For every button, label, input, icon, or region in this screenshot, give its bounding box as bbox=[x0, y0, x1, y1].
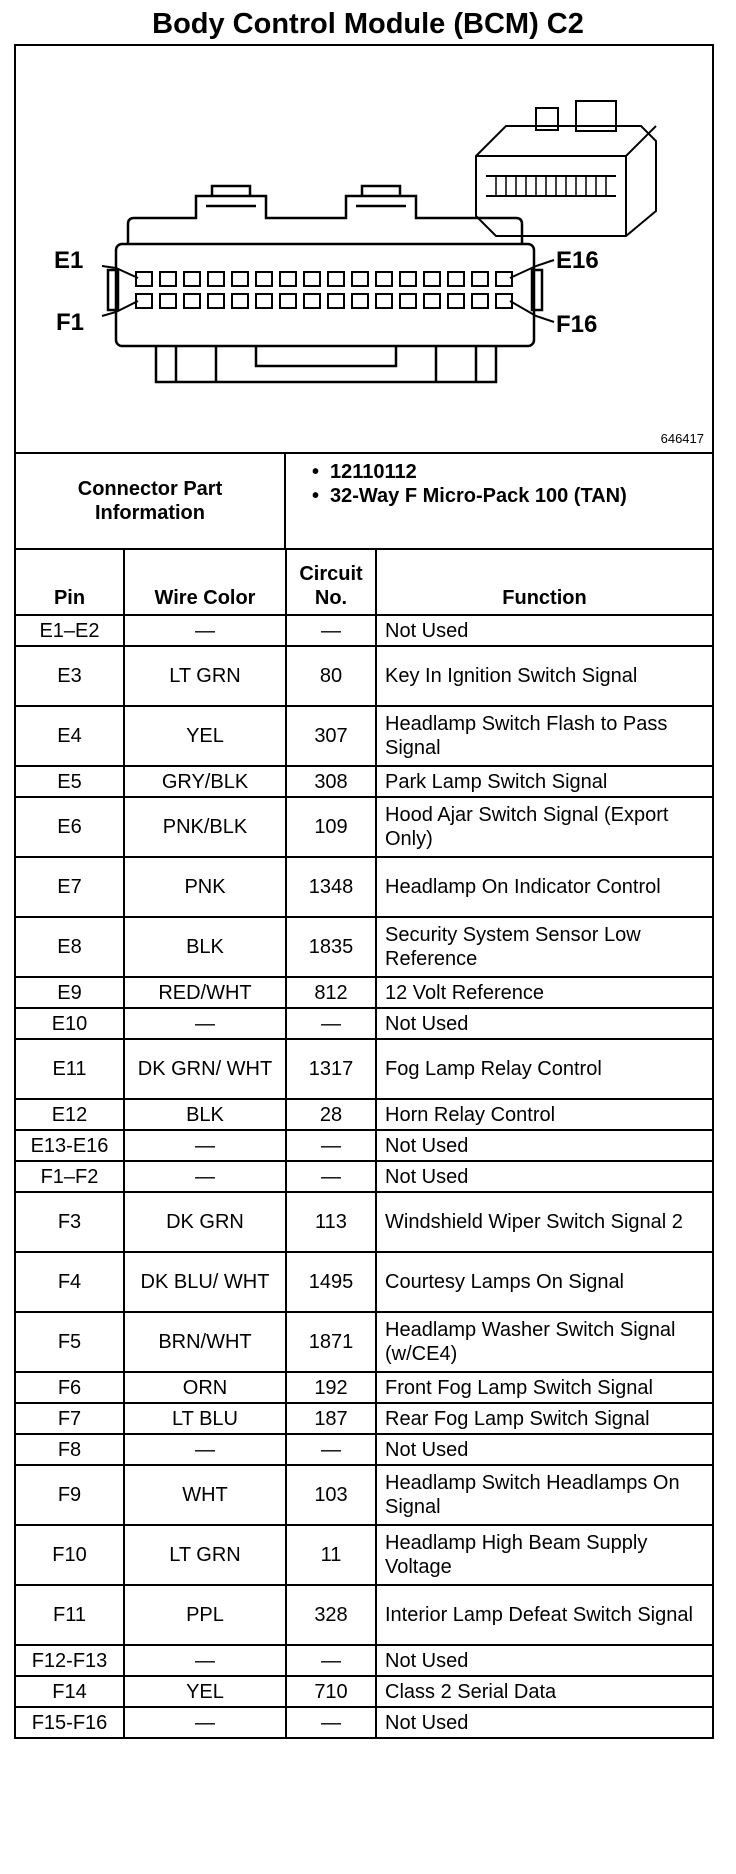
function-cell: Interior Lamp Defeat Switch Signal bbox=[376, 1585, 712, 1645]
pin-cell: E8 bbox=[16, 917, 124, 977]
circuit-no-cell: 187 bbox=[286, 1403, 376, 1434]
pin-leaders bbox=[102, 260, 554, 322]
connector-3d-view bbox=[476, 101, 656, 236]
table-row bbox=[16, 797, 712, 857]
label-e16: E16 bbox=[556, 247, 599, 274]
table-row bbox=[16, 977, 712, 1008]
pin-cell: E6 bbox=[16, 797, 124, 857]
header-pin: Pin bbox=[16, 550, 124, 615]
circuit-no-cell: 103 bbox=[286, 1465, 376, 1525]
pin-cell: F15-F16 bbox=[16, 1707, 124, 1737]
circuit-no-cell: 80 bbox=[286, 646, 376, 706]
function-cell: 12 Volt Reference bbox=[376, 977, 712, 1008]
pin-cell: F1–F2 bbox=[16, 1161, 124, 1192]
circuit-no-cell: 710 bbox=[286, 1676, 376, 1707]
table-row bbox=[16, 1161, 712, 1192]
table-row bbox=[16, 1192, 712, 1252]
connector-diagram bbox=[16, 46, 712, 454]
function-cell: Key In Ignition Switch Signal bbox=[376, 646, 712, 706]
circuit-no-cell: — bbox=[286, 615, 376, 646]
pin-cell: F7 bbox=[16, 1403, 124, 1434]
pin-cell: F8 bbox=[16, 1434, 124, 1465]
table-row bbox=[16, 917, 712, 977]
circuit-no-cell: 1835 bbox=[286, 917, 376, 977]
connector-drawing bbox=[16, 46, 712, 450]
table-row bbox=[16, 1434, 712, 1465]
wire-color-cell: BRN/WHT bbox=[124, 1312, 286, 1372]
table-row bbox=[16, 1585, 712, 1645]
circuit-no-cell: 307 bbox=[286, 706, 376, 766]
circuit-no-cell: — bbox=[286, 1008, 376, 1039]
wire-color-cell: RED/WHT bbox=[124, 977, 286, 1008]
table-row bbox=[16, 1707, 712, 1737]
pin-cell: F11 bbox=[16, 1585, 124, 1645]
function-cell: Headlamp Switch Headlamps On Signal bbox=[376, 1465, 712, 1525]
table-row bbox=[16, 766, 712, 797]
wire-color-cell: — bbox=[124, 1008, 286, 1039]
wire-color-cell: PNK bbox=[124, 857, 286, 917]
connector-info-label: Connector Part Information bbox=[16, 454, 286, 548]
function-cell: Hood Ajar Switch Signal (Export Only) bbox=[376, 797, 712, 857]
connector-part-info bbox=[16, 454, 712, 550]
wire-color-cell: PPL bbox=[124, 1585, 286, 1645]
wire-color-cell: DK GRN/ WHT bbox=[124, 1039, 286, 1099]
function-cell: Front Fog Lamp Switch Signal bbox=[376, 1372, 712, 1403]
circuit-no-cell: — bbox=[286, 1130, 376, 1161]
table-header-row bbox=[16, 550, 712, 615]
pin-cell: E13-E16 bbox=[16, 1130, 124, 1161]
connector-info-list bbox=[286, 454, 712, 548]
pin-cell: E7 bbox=[16, 857, 124, 917]
pin-cell: E5 bbox=[16, 766, 124, 797]
circuit-no-cell: 192 bbox=[286, 1372, 376, 1403]
function-cell: Horn Relay Control bbox=[376, 1099, 712, 1130]
pinout-table bbox=[16, 550, 712, 1737]
table-row bbox=[16, 646, 712, 706]
table-row bbox=[16, 706, 712, 766]
table-row bbox=[16, 1008, 712, 1039]
wire-color-cell: LT GRN bbox=[124, 646, 286, 706]
function-cell: Not Used bbox=[376, 1008, 712, 1039]
pin-cell: F14 bbox=[16, 1676, 124, 1707]
function-cell: Not Used bbox=[376, 1707, 712, 1737]
circuit-no-cell: — bbox=[286, 1161, 376, 1192]
function-cell: Headlamp On Indicator Control bbox=[376, 857, 712, 917]
connector-sheet bbox=[14, 44, 714, 1739]
pin-cell: E10 bbox=[16, 1008, 124, 1039]
function-cell: Not Used bbox=[376, 1645, 712, 1676]
function-cell: Park Lamp Switch Signal bbox=[376, 766, 712, 797]
wire-color-cell: BLK bbox=[124, 917, 286, 977]
wire-color-cell: WHT bbox=[124, 1465, 286, 1525]
pin-cell: E1–E2 bbox=[16, 615, 124, 646]
function-cell: Headlamp Switch Flash to Pass Signal bbox=[376, 706, 712, 766]
circuit-no-cell: 1495 bbox=[286, 1252, 376, 1312]
pin-cell: F10 bbox=[16, 1525, 124, 1585]
circuit-no-cell: 328 bbox=[286, 1585, 376, 1645]
circuit-no-cell: 812 bbox=[286, 977, 376, 1008]
table-row bbox=[16, 1130, 712, 1161]
pin-cell: F3 bbox=[16, 1192, 124, 1252]
table-row bbox=[16, 1676, 712, 1707]
label-f16: F16 bbox=[556, 311, 598, 338]
header-circuit-no: Circuit No. bbox=[286, 550, 376, 615]
connector-info-item: • 12110112 bbox=[312, 460, 712, 484]
pin-cell: E9 bbox=[16, 977, 124, 1008]
wire-color-cell: DK BLU/ WHT bbox=[124, 1252, 286, 1312]
wire-color-cell: DK GRN bbox=[124, 1192, 286, 1252]
wire-color-cell: GRY/BLK bbox=[124, 766, 286, 797]
pin-cell: E4 bbox=[16, 706, 124, 766]
table-row bbox=[16, 1465, 712, 1525]
circuit-no-cell: 109 bbox=[286, 797, 376, 857]
wire-color-cell: BLK bbox=[124, 1099, 286, 1130]
pin-cell: E3 bbox=[16, 646, 124, 706]
pin-cell: F6 bbox=[16, 1372, 124, 1403]
function-cell: Headlamp High Beam Supply Voltage bbox=[376, 1525, 712, 1585]
table-row bbox=[16, 1312, 712, 1372]
page-title: Body Control Module (BCM) C2 bbox=[152, 8, 584, 40]
pin-cell: E11 bbox=[16, 1039, 124, 1099]
pin-cell: E12 bbox=[16, 1099, 124, 1130]
table-row bbox=[16, 1525, 712, 1585]
circuit-no-cell: 308 bbox=[286, 766, 376, 797]
table-row bbox=[16, 1099, 712, 1130]
pin-cell: F12-F13 bbox=[16, 1645, 124, 1676]
pin-cell: F5 bbox=[16, 1312, 124, 1372]
table-row bbox=[16, 1252, 712, 1312]
function-cell: Headlamp Washer Switch Signal (w/CE4) bbox=[376, 1312, 712, 1372]
circuit-no-cell: 28 bbox=[286, 1099, 376, 1130]
function-cell: Windshield Wiper Switch Signal 2 bbox=[376, 1192, 712, 1252]
function-cell: Fog Lamp Relay Control bbox=[376, 1039, 712, 1099]
label-f1: F1 bbox=[56, 309, 85, 336]
table-row bbox=[16, 1403, 712, 1434]
table-row bbox=[16, 857, 712, 917]
table-row bbox=[16, 615, 712, 646]
wire-color-cell: PNK/BLK bbox=[124, 797, 286, 857]
function-cell: Not Used bbox=[376, 615, 712, 646]
function-cell: Not Used bbox=[376, 1130, 712, 1161]
function-cell: Rear Fog Lamp Switch Signal bbox=[376, 1403, 712, 1434]
figure-number: 646417 bbox=[660, 431, 704, 446]
connector-info-item: • 32-Way F Micro-Pack 100 (TAN) bbox=[312, 484, 712, 508]
function-cell: Security System Sensor Low Reference bbox=[376, 917, 712, 977]
wire-color-cell: LT GRN bbox=[124, 1525, 286, 1585]
circuit-no-cell: 11 bbox=[286, 1525, 376, 1585]
function-cell: Not Used bbox=[376, 1161, 712, 1192]
circuit-no-cell: 1317 bbox=[286, 1039, 376, 1099]
table-row bbox=[16, 1645, 712, 1676]
label-e1: E1 bbox=[54, 247, 84, 274]
wire-color-cell: — bbox=[124, 1130, 286, 1161]
table-row bbox=[16, 1039, 712, 1099]
header-function: Function bbox=[376, 550, 712, 615]
circuit-no-cell: 1348 bbox=[286, 857, 376, 917]
wire-color-cell: ORN bbox=[124, 1372, 286, 1403]
circuit-no-cell: 113 bbox=[286, 1192, 376, 1252]
circuit-no-cell: — bbox=[286, 1434, 376, 1465]
pin-cavities bbox=[136, 272, 512, 308]
header-wire-color: Wire Color bbox=[124, 550, 286, 615]
function-cell: Not Used bbox=[376, 1434, 712, 1465]
circuit-no-cell: — bbox=[286, 1707, 376, 1737]
wire-color-cell: — bbox=[124, 1434, 286, 1465]
wire-color-cell: — bbox=[124, 1161, 286, 1192]
pin-cell: F4 bbox=[16, 1252, 124, 1312]
wire-color-cell: — bbox=[124, 1645, 286, 1676]
circuit-no-cell: — bbox=[286, 1645, 376, 1676]
wire-color-cell: — bbox=[124, 615, 286, 646]
wire-color-cell: LT BLU bbox=[124, 1403, 286, 1434]
wire-color-cell: — bbox=[124, 1707, 286, 1737]
circuit-no-cell: 1871 bbox=[286, 1312, 376, 1372]
function-cell: Class 2 Serial Data bbox=[376, 1676, 712, 1707]
table-row bbox=[16, 1372, 712, 1403]
function-cell: Courtesy Lamps On Signal bbox=[376, 1252, 712, 1312]
wire-color-cell: YEL bbox=[124, 1676, 286, 1707]
wire-color-cell: YEL bbox=[124, 706, 286, 766]
pinout-rows bbox=[16, 615, 712, 1737]
pin-cell: F9 bbox=[16, 1465, 124, 1525]
